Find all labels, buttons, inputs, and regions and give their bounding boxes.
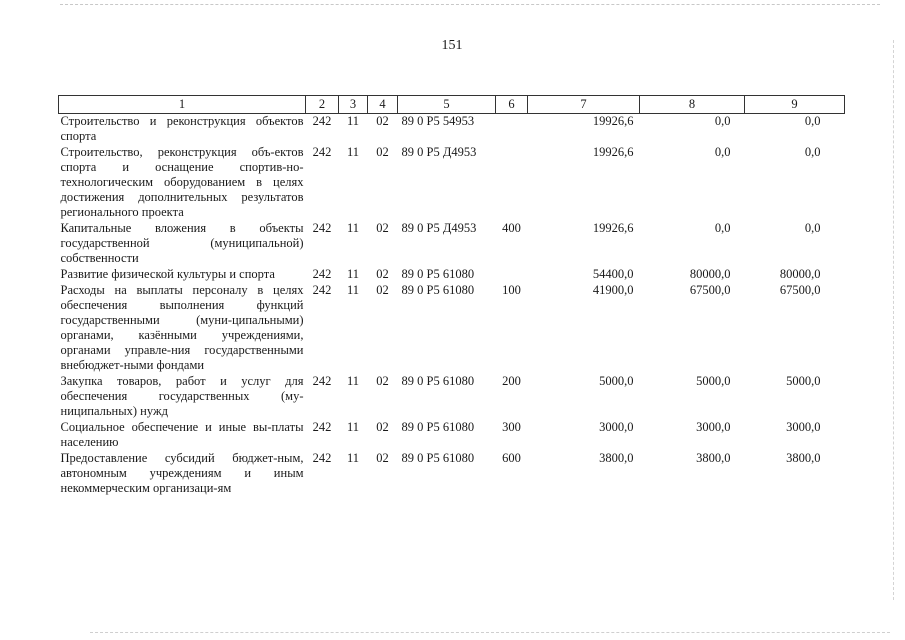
column-header-3: 3 [339,96,368,114]
row-name: Капитальные вложения в объекты государственной (муниципальной) собственности [60,221,304,265]
row-name: Развитие физической культуры и спорта [60,267,275,281]
row-code-2: 242 [312,114,332,128]
table-row [59,221,845,267]
row-code-4: 02 [376,145,389,159]
column-header-7: 7 [528,96,640,114]
row-value-9: 5000,0 [786,374,821,388]
row-code-2: 242 [312,374,332,388]
row-code-4: 02 [376,267,389,281]
column-header-6: 6 [496,96,528,114]
row-value-9: 0,0 [804,114,821,128]
row-code-5: 89 0 Р5 61080 [401,374,475,388]
table-row [59,374,845,420]
row-code-3: 11 [346,267,360,281]
scan-edge-top [60,4,880,5]
row-code-3: 11 [346,374,360,388]
table-row [59,451,845,497]
row-value-9: 3800,0 [786,451,821,465]
row-code-3: 11 [346,283,360,297]
row-value-9: 3000,0 [786,420,821,434]
row-value-8: 0,0 [714,114,731,128]
row-value-8: 0,0 [714,145,731,159]
budget-table [58,95,845,497]
row-code-4: 02 [376,420,389,434]
row-code-6 [496,267,528,283]
row-value-8: 80000,0 [689,267,731,281]
row-value-8: 67500,0 [689,283,731,297]
table-header-row [59,96,845,114]
row-code-4: 02 [376,451,389,465]
row-value-8: 3000,0 [696,420,731,434]
row-name: Строительство и реконструкция объектов спорта [60,114,304,143]
row-code-3: 11 [346,114,360,128]
row-value-8: 3800,0 [696,451,731,465]
row-value-7: 41900,0 [592,283,634,297]
row-code-6: 400 [502,221,521,235]
row-code-4: 02 [376,221,389,235]
row-code-5: 89 0 Р5 Д4953 [401,221,477,235]
row-value-8: 0,0 [714,221,731,235]
scan-edge-right [893,40,894,600]
column-header-1: 1 [59,96,306,114]
column-header-8: 8 [640,96,745,114]
row-name: Расходы на выплаты персоналу в целях обеспечения выполнения функций государственными (муни-ципальными) органами, казёнными учреждениями, органами управле-ния государственными внебюджет-ными фондами [60,283,304,372]
row-code-5: 89 0 Р5 61080 [401,283,475,297]
row-name: Предоставление субсидий бюджет-ным, автономным учреждениям и иным некоммерческим организаци-ям [60,451,304,495]
column-header-4: 4 [368,96,398,114]
row-name: Строительство, реконструкция объ-ектов спорта и оснащение спортив-но-технологическим оборудованием в целях достижения дополнительных результатов регионального проекта [60,145,304,219]
column-header-9: 9 [745,96,845,114]
row-value-9: 0,0 [804,145,821,159]
row-code-3: 11 [346,451,360,465]
row-value-7: 54400,0 [592,267,634,281]
row-value-7: 3800,0 [599,451,634,465]
row-code-4: 02 [376,283,389,297]
table-row [59,145,845,221]
row-code-5: 89 0 Р5 61080 [401,451,475,465]
row-code-2: 242 [312,451,332,465]
row-code-5: 89 0 Р5 61080 [401,267,475,281]
row-code-3: 11 [346,221,360,235]
row-value-9: 67500,0 [779,283,821,297]
row-value-7: 19926,6 [592,221,634,235]
table-row [59,420,845,451]
row-code-6 [496,145,528,221]
table-row [59,283,845,374]
row-code-6: 600 [502,451,521,465]
row-code-5: 89 0 Р5 54953 [401,114,475,128]
row-code-2: 242 [312,420,332,434]
row-value-9: 80000,0 [779,267,821,281]
row-code-6: 200 [502,374,521,388]
row-code-3: 11 [346,145,360,159]
row-code-3: 11 [346,420,360,434]
row-code-4: 02 [376,114,389,128]
row-value-7: 19926,6 [592,114,634,128]
row-code-2: 242 [312,145,332,159]
row-value-7: 19926,6 [592,145,634,159]
table-row [59,267,845,283]
page-number: 151 [441,38,463,53]
column-header-2: 2 [306,96,339,114]
scan-edge-bottom [90,632,890,633]
row-code-6: 300 [502,420,521,434]
row-code-2: 242 [312,267,332,281]
table-row [59,114,845,146]
row-code-4: 02 [376,374,389,388]
row-code-5: 89 0 Р5 61080 [401,420,475,434]
row-code-6: 100 [502,283,521,297]
row-name: Социальное обеспечение и иные вы-платы населению [60,420,304,449]
row-value-8: 5000,0 [696,374,731,388]
row-value-7: 5000,0 [599,374,634,388]
column-header-5: 5 [398,96,496,114]
row-code-5: 89 0 Р5 Д4953 [401,145,477,159]
row-value-9: 0,0 [804,221,821,235]
row-code-2: 242 [312,221,332,235]
row-value-7: 3000,0 [599,420,634,434]
row-name: Закупка товаров, работ и услуг для обеспечения государственных (му-ниципальных) нужд [60,374,304,418]
row-code-2: 242 [312,283,332,297]
row-code-6 [496,114,528,146]
